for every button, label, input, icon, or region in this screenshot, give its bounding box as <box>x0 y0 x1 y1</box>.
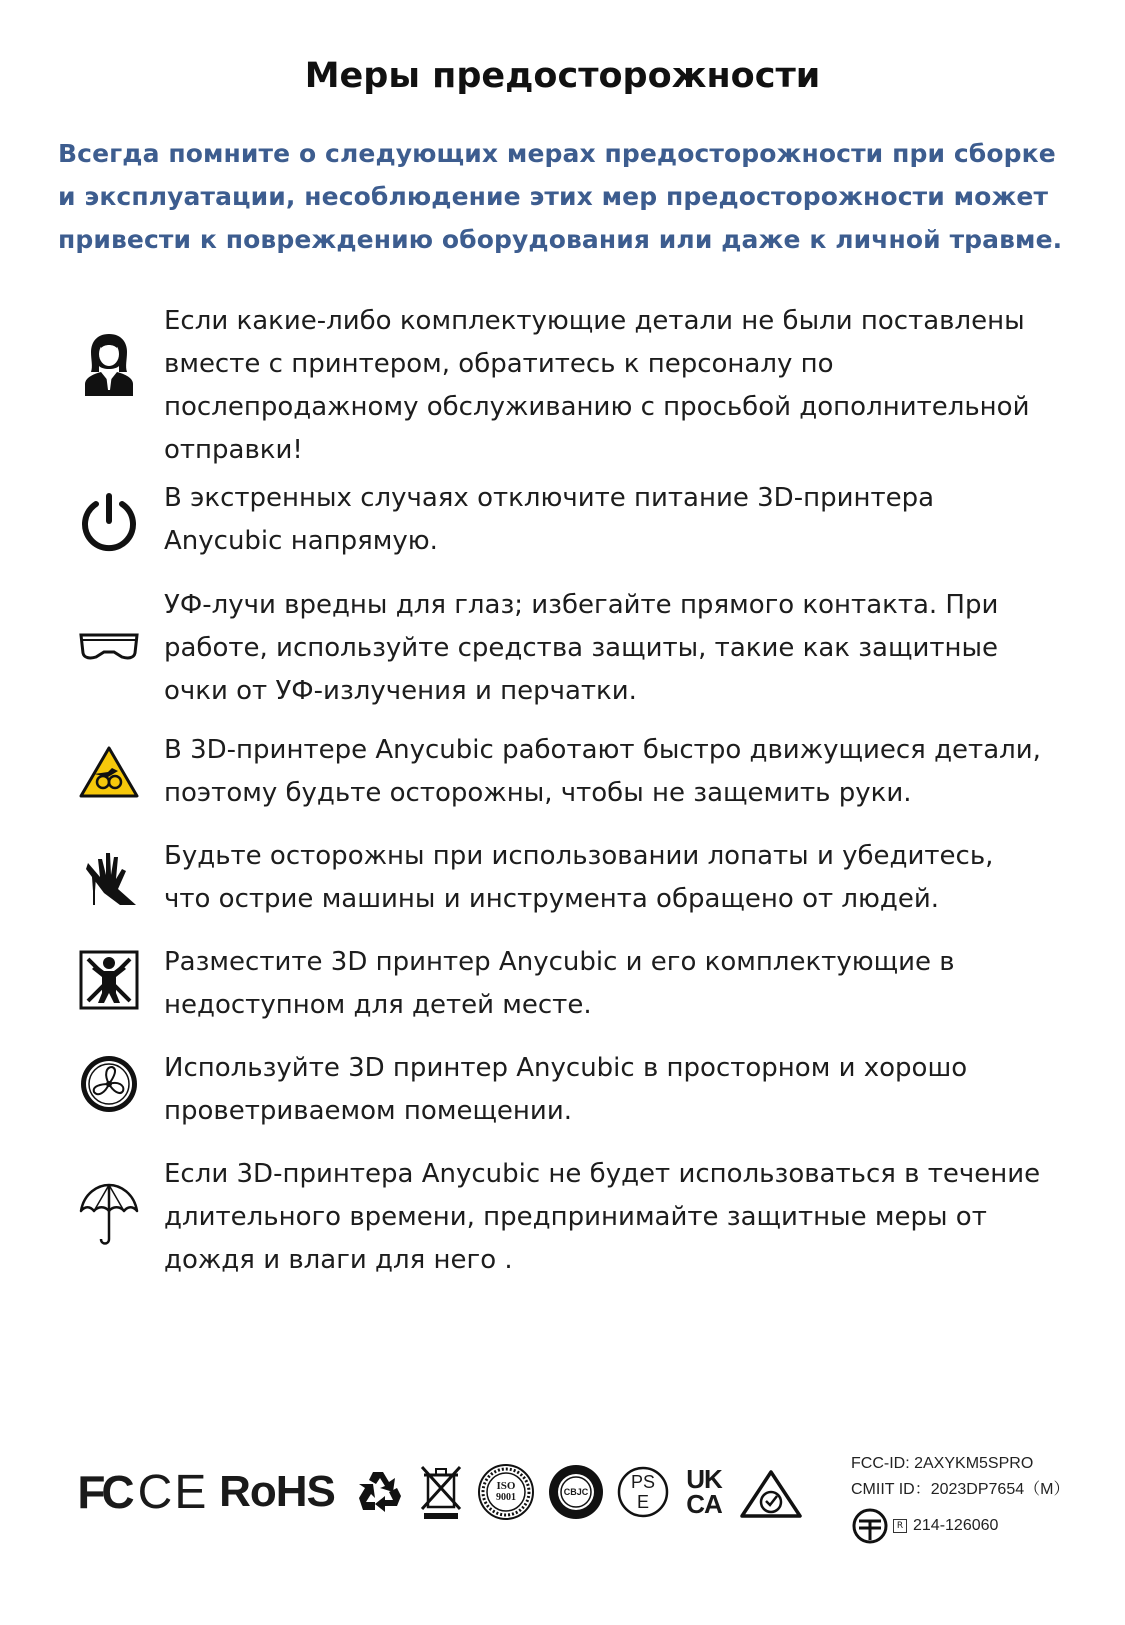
fc-mark <box>74 1462 134 1522</box>
ukca-ca-text: CA <box>686 1489 722 1519</box>
precaution-text: Будьте осторожны при использовании лопаты и убедитесь, что острие машины и инструмента обращено от людей. <box>164 841 994 914</box>
registration-number: 214-126060 <box>913 1517 999 1534</box>
fcc-id: FCC-ID: 2AXYKM5SPRO <box>851 1455 1034 1472</box>
hand-cut-warning-icon <box>76 845 142 911</box>
pse-ps-text: PS <box>630 1472 655 1492</box>
pse-e-text: E <box>636 1492 649 1512</box>
registered-mark: R <box>893 1519 907 1533</box>
umbrella-icon <box>76 1181 142 1247</box>
fc-mark-text: FC <box>77 1466 131 1518</box>
cbjc-mark <box>546 1462 606 1522</box>
page-title: Меры предосторожности <box>304 56 821 96</box>
cmiit-id: CMIIT ID：2023DP7654（M） <box>851 1481 1070 1498</box>
certification-marks <box>72 1460 872 1540</box>
precaution-text: В экстренных случаях отключите питание 3D-принтера Anycubic напрямую. <box>164 483 935 556</box>
precaution-text: Используйте 3D принтер Anycubic в просторном и хорошо проветриваемом помещении. <box>164 1053 968 1126</box>
ventilation-fan-icon <box>76 1051 142 1117</box>
keep-away-from-children-icon <box>76 947 142 1013</box>
ce-mark-text: CE <box>137 1465 209 1519</box>
ukca-mark <box>678 1462 730 1522</box>
moving-parts-warning-icon <box>76 739 142 805</box>
rcm-mark-icon <box>738 1466 804 1522</box>
recycle-icon <box>352 1464 408 1520</box>
iso-text: ISO <box>496 1480 516 1492</box>
iso-9001-mark <box>476 1462 536 1522</box>
precaution-text: В 3D-принтере Anycubic работают быстро движущиеся детали, поэтому будьте осторожны, чтобы не защемить руки. <box>164 735 1041 808</box>
cbjc-text: CBJC <box>563 1487 589 1497</box>
power-icon <box>76 489 142 555</box>
rohs-mark <box>210 1462 344 1522</box>
regulatory-ids <box>851 1451 1101 1545</box>
ukca-uk-text: UK <box>686 1464 722 1494</box>
ce-mark <box>137 1462 209 1522</box>
precaution-text: Разместите 3D принтер Anycubic и его комплектующие в недоступном для детей месте. <box>164 947 955 1020</box>
rohs-mark-text: RoHS <box>219 1467 335 1516</box>
precaution-text: УФ-лучи вредны для глаз; избегайте прямого контакта. При работе, используйте средства защиты, такие как защитные очки от УФ-излучения и перчатки. <box>164 590 999 706</box>
iso-number-text: 9001 <box>496 1492 516 1503</box>
precaution-text: Если какие-либо комплектующие детали не были поставлены вместе с принтером, обратитесь к персоналу по послепродажному обслуживанию с просьбой дополнительной отправки! <box>164 306 1030 465</box>
precaution-text: Если 3D-принтера Anycubic не будет использоваться в течение длительного времени, предпринимайте защитные меры от дождя и влаги для него . <box>164 1159 1041 1275</box>
person-support-icon <box>76 330 142 396</box>
telec-mark-icon <box>851 1507 889 1545</box>
telec-registration <box>851 1507 1101 1545</box>
intro-warning: Всегда помните о следующих мерах предосторожности при сборке и эксплуатации, несоблюдение этих мер предосторожности может привести к повреждению оборудования или даже к личной травме. <box>58 139 1063 254</box>
weee-bin-icon <box>416 1462 466 1522</box>
pse-mark <box>614 1462 672 1522</box>
safety-goggles-icon <box>76 612 142 678</box>
